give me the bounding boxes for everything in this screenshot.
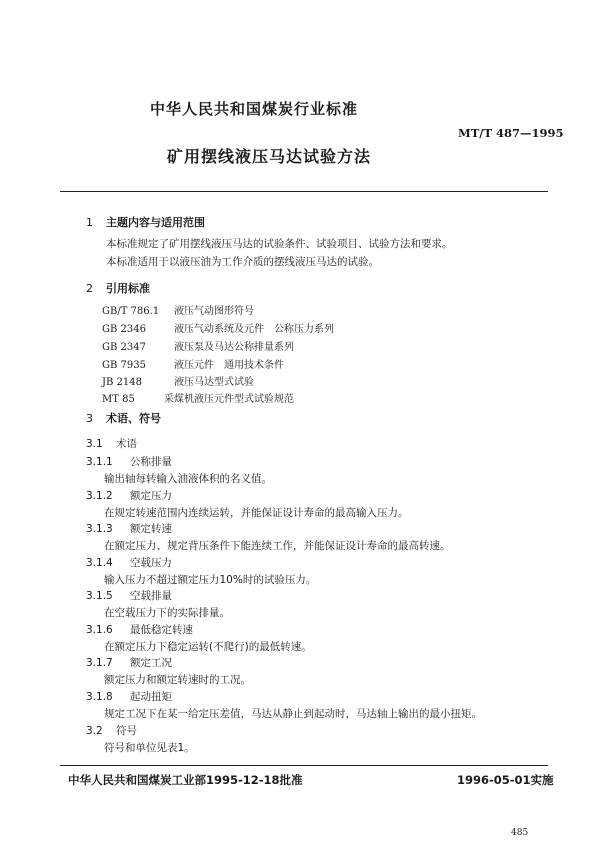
reference-item: GB/T 786.1 液压气动图形符号 <box>102 306 254 317</box>
term-heading: 3.1.3 额定转速 <box>86 523 172 535</box>
term-heading: 3.1.4 空载压力 <box>86 556 172 569</box>
term-heading: 3.1.5 空载排量 <box>86 590 172 602</box>
term-heading: 3.1.2 额定压力 <box>86 489 172 502</box>
subsection-3-2-paragraph: 符号和单位见表1。 <box>104 741 195 754</box>
term-heading: 3.1.6 最低稳定转速 <box>86 623 193 636</box>
top-divider <box>60 191 548 192</box>
standard-code: MT/T 487—1995 <box>458 126 564 140</box>
bottom-divider <box>60 765 548 766</box>
reference-item: GB 2347 液压泵及马达公称排量系列 <box>102 342 294 353</box>
subsection-number: 3.2 <box>86 724 103 737</box>
approval-line: 中华人民共和国煤炭工业部1995-12-18批准 <box>68 773 303 787</box>
term-definition: 额定压力和额定转速时的工况。 <box>104 674 251 686</box>
page-number: 485 <box>511 828 529 838</box>
term-heading: 3.1.8 起动扭矩 <box>86 690 172 703</box>
section-1-paragraph-1: 本标准规定了矿用摆线液压马达的试验条件、试验项目、试验方法和要求。 <box>106 238 453 250</box>
term-definition: 在空载压力下的实际排量。 <box>104 607 230 619</box>
reference-item: MT 85 采煤机液压元件型式试验规范 <box>102 394 294 405</box>
subsection-3-2 <box>86 723 137 738</box>
section-3-heading: 3 术语、符号 <box>86 412 161 425</box>
effective-date: 1996-05-01实施 <box>457 773 554 787</box>
term-definition: 在额定压力、规定背压条件下能连续工作，并能保证设计寿命的最高转速。 <box>104 540 451 552</box>
reference-item: GB 2346 液压气动系统及元件 公称压力系列 <box>102 324 334 335</box>
section-1-paragraph-2: 本标准适用于以液压油为工作介质的摆线液压马达的试验。 <box>106 256 379 268</box>
term-definition: 在规定转速范围内连续运转，并能保证设计寿命的最高输入压力。 <box>104 506 409 519</box>
term-heading: 3.1.7 额定工况 <box>86 657 172 669</box>
section-1-heading: 1 主题内容与适用范围 <box>86 216 205 229</box>
reference-item: JB 2148 液压马达型式试验 <box>102 377 254 388</box>
term-heading: 3.1.1 公称排量 <box>86 456 172 468</box>
term-definition: 输入压力不超过额定压力10%时的试验压力。 <box>104 573 317 586</box>
document-title: 矿用摆线液压马达试验方法 <box>167 147 372 166</box>
reference-item: GB 7935 液压元件 通用技术条件 <box>102 360 284 371</box>
section-2-heading: 2 引用标准 <box>86 282 150 295</box>
term-definition: 规定工况下在某一给定压差值，马达从静止到起动时，马达轴上输出的最小扭矩。 <box>104 707 482 720</box>
term-definition: 输出轴每转输入油液体积的名义值。 <box>104 473 272 485</box>
subsection-title: 符号 <box>116 724 137 737</box>
issuing-organization: 中华人民共和国煤炭行业标准 <box>150 100 359 118</box>
term-definition: 在额定压力下稳定运转(不爬行)的最低转速。 <box>104 640 312 653</box>
subsection-3-1: 3.1 术语 <box>86 438 137 450</box>
